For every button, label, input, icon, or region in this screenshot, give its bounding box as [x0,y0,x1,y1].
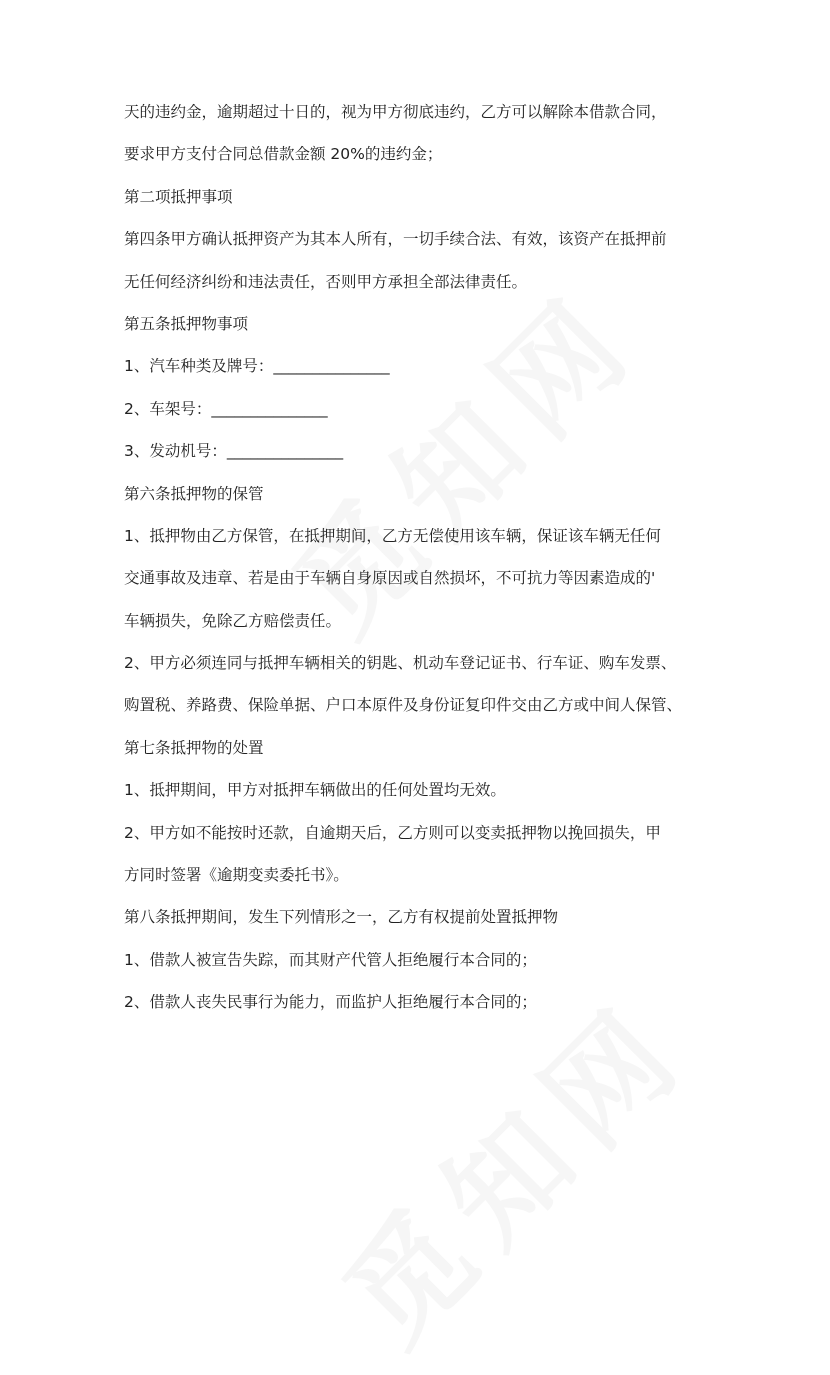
fill-in-field: 2、车架号：_______________ [124,399,328,418]
article-heading: 第七条抵押物的处置 [124,738,264,757]
text-line: 1、抵押物由乙方保管，在抵押期间，乙方无偿使用该车辆，保证该车辆无任何 [124,526,661,545]
text-line: 方同时签署《逾期变卖委托书》。 [124,866,349,885]
text-line: 无任何经济纠纷和违法责任，否则甲方承担全部法律责任。 [124,272,528,291]
text-line: 2、借款人丧失民事行为能力，而监护人拒绝履行本合同的； [124,993,537,1012]
text-line: 2、甲方如不能按时还款，自逾期天后，乙方则可以变卖抵押物以挽回损失，甲 [124,823,661,842]
fill-in-field: 1、汽车种类及牌号：_______________ [124,357,390,376]
text-line: 购置税、养路费、保险单据、户口本原件及身份证复印件交由乙方或中间人保管、 [124,696,683,715]
fill-in-field: 3、发动机号：_______________ [124,442,344,461]
article-heading: 第五条抵押物事项 [124,314,249,333]
text-line: 第四条甲方确认抵押资产为其本人所有，一切手续合法、有效，该资产在抵押前 [124,230,667,249]
text-line: 天的违约金，逾期超过十日的，视为甲方彻底违约，乙方可以解除本借款合同， [124,103,667,121]
text-line: 2、甲方必须连同与抵押车辆相关的钥匙、机动车登记证书、行车证、购车发票、 [124,654,677,673]
section-heading: 第二项抵押事项 [124,187,233,206]
article-heading: 第八条抵押期间，发生下列情形之一，乙方有权提前处置抵押物 [124,908,559,927]
text-line: 交通事故及违章、若是由于车辆自身原因或自然损坏，不可抗力等因素造成的' [124,569,656,588]
text-line: 车辆损失，免除乙方赔偿责任。 [124,611,342,630]
text-line: 1、借款人被宣告失踪，而其财产代管人拒绝履行本合同的； [124,950,537,969]
document-body [124,102,724,1035]
text-line: 1、抵押期间，甲方对抵押车辆做出的任何处置均无效。 [124,781,506,800]
article-heading: 第六条抵押物的保管 [124,484,264,503]
text-line: 要求甲方支付合同总借款金额 20%的违约金； [124,145,443,164]
